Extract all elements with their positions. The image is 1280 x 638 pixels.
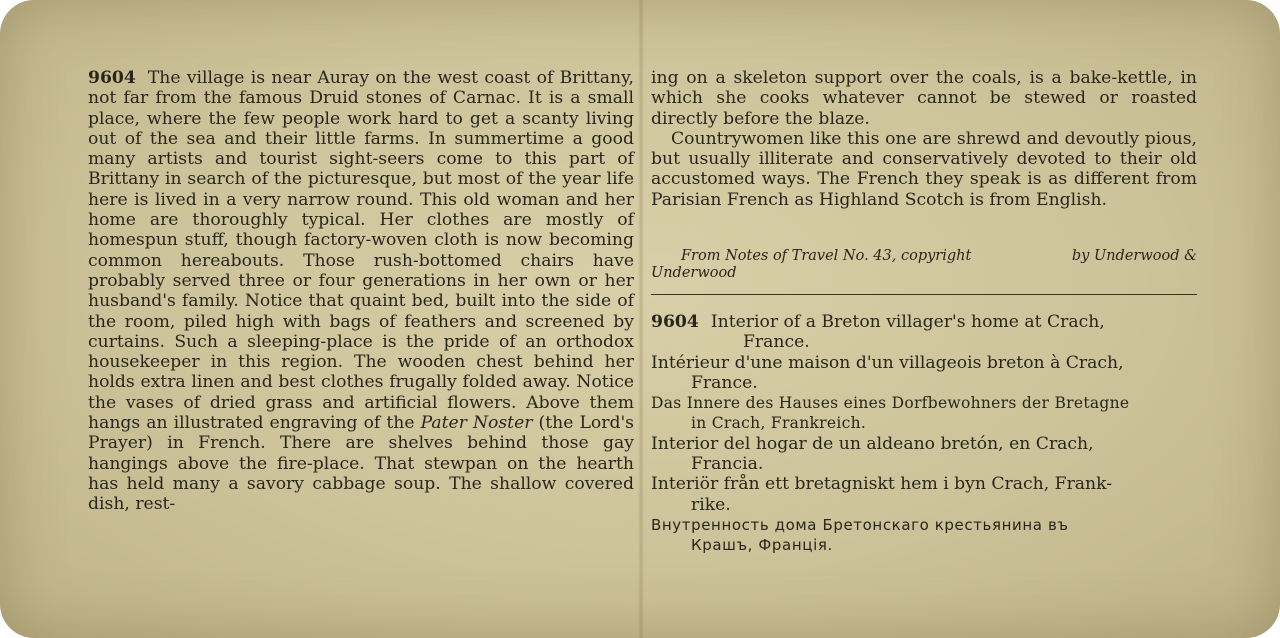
description-right-column — [651, 68, 1197, 210]
title-spanish — [651, 434, 1197, 475]
title-catalog-number: 9604 — [651, 312, 699, 332]
center-fold-crease — [638, 0, 644, 638]
title-english-line-2: France. — [743, 332, 810, 353]
title-english-line-1: Interior of a Breton villager's home at Crach, — [710, 312, 1105, 332]
title-swedish-line-1: Interiör från ett bretagniskt hem i byn Crach, Frank- — [651, 474, 1113, 495]
title-english — [651, 312, 1197, 353]
description-text-left: The village is near Auray on the west coast of Brittany, not far from the famous Druid stones of Carnac. It is a small place, where the few people work hard to get a scanty living out of the sea and their little farms. In summertime a good many artists and tourist sight-seers come to this part of Brittany in search of the picturesque, but most of the year life here is lived in a very narrow round. This old woman and her home are thoroughly typical. Her clothes are mostly of homespun stuff, though factory-woven cloth is now becoming common hereabouts. Those rush-bottomed chairs have probably served three or four generations in her own or her husband's family. Notice that quaint bed, built into the side of the room, piled high with bags of feathers and screened by curtains. Such a sleeping-place is the pride of an orthodox housekeeper in this region. The wooden chest behind her holds extra linen and best clothes frugally folded away. Notice the vases of dried grass and artificial flowers. Above them hangs an illustrated engraving of the — [88, 68, 634, 434]
multilingual-titles — [651, 312, 1197, 556]
credit-line-2: Underwood — [651, 265, 737, 281]
description-text-right-2: Countrywomen like this one are shrewd and devoutly pious, but usually illiterate and conservatively devoted to their old accustomed ways. The French they speak is as different from Parisian French as Highland Scotch is from English. — [651, 128, 1197, 210]
title-russian — [651, 515, 1197, 556]
catalog-number: 9604 — [88, 68, 136, 88]
description-text-left-end: (the Lord's Prayer) in French. There are shelves behind those gay hangings above the fire-place. That stewpan on the hearth has held many a savory cabbage soup. The shallow covered dish, rest- — [88, 413, 634, 515]
title-french-line-1: Intérieur d'une maison d'un villageois breton à Crach, — [651, 352, 1124, 373]
credit-line: From Notes of Travel No. 43, copyright — [681, 248, 972, 264]
title-french-line-2: France. — [691, 372, 758, 393]
description-text-right-1: ing on a skeleton support over the coals, is a bake-kettle, in which she cooks whatever cannot be stewed or roasted directly before the blaze. — [651, 68, 1197, 129]
title-russian-line-2: Крашъ, Франція. — [691, 536, 833, 555]
title-german — [651, 393, 1197, 434]
divider-rule — [651, 294, 1197, 295]
description-left-column — [88, 68, 634, 515]
title-german-line-2: in Crach, Frankreich. — [691, 414, 867, 433]
title-spanish-line-2: Francia. — [691, 454, 764, 475]
title-russian-line-1: Внутренность дома Бретонскаго крестьянина въ — [651, 515, 1069, 534]
credit-by: by Underwood & — [1071, 248, 1197, 264]
copyright-credit — [651, 248, 1197, 282]
title-swedish-line-2: rike. — [691, 494, 731, 515]
title-swedish — [651, 474, 1197, 515]
pater-noster-italic: Pater Noster — [420, 413, 533, 434]
title-french — [651, 353, 1197, 394]
title-german-line-1: Das Innere des Hauses eines Dorfbewohners der Bretagne — [651, 394, 1130, 413]
title-spanish-line-1: Interior del hogar de un aldeano bretón, en Crach, — [651, 433, 1094, 454]
